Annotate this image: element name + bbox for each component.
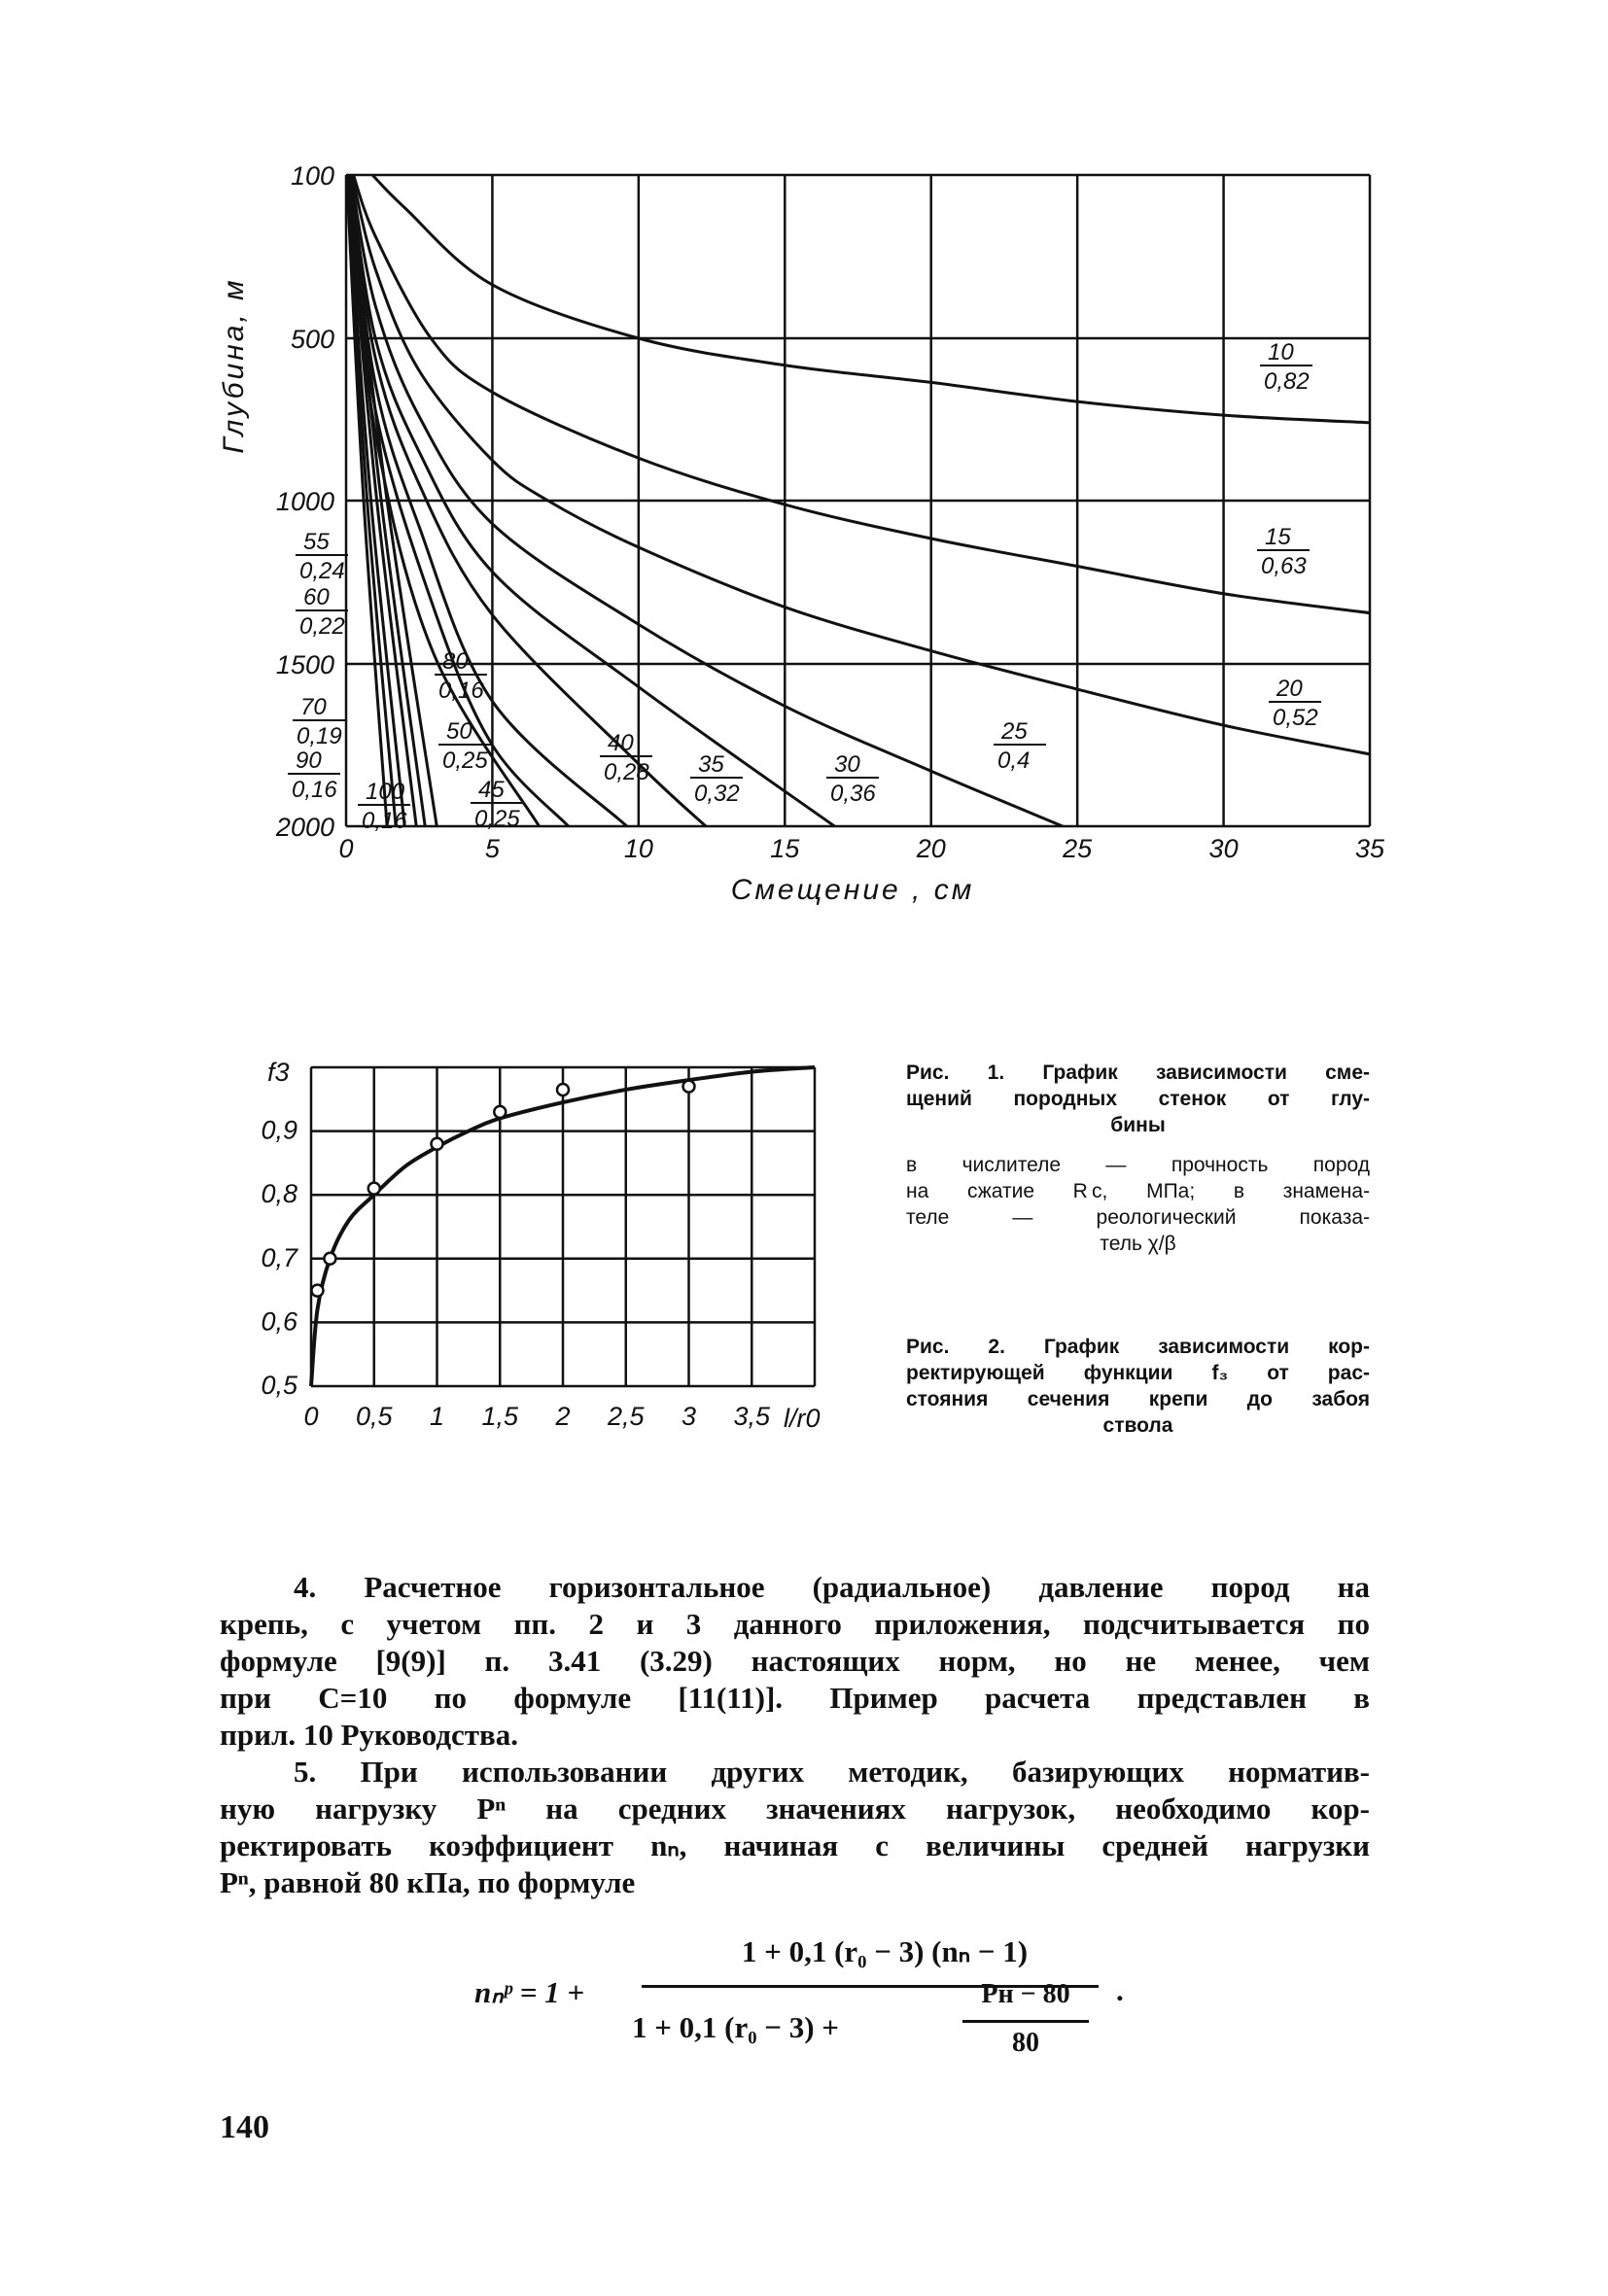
figure2-x-axis-title: l/r0 bbox=[784, 1404, 821, 1433]
x-tick-label: 3 bbox=[681, 1402, 697, 1431]
formula-denominator: 1 + 0,1 (r₀ − 3) + bbox=[632, 2010, 839, 2044]
caption-line: бины bbox=[1110, 1114, 1166, 1136]
x-tick-label: 20 bbox=[916, 834, 946, 863]
curve-label-denominator: 0,4 bbox=[997, 748, 1031, 774]
curve-label-numerator: 50 bbox=[446, 718, 472, 745]
curve-label-denominator: 0,16 bbox=[438, 678, 484, 704]
x-tick-label: 0,5 bbox=[355, 1402, 393, 1431]
caption-line: стояния сечения крепи до забоя bbox=[906, 1388, 1370, 1410]
curve-label bbox=[1257, 524, 1310, 579]
curve-15-0-63 bbox=[354, 175, 1370, 613]
y-tick-label: 1000 bbox=[275, 487, 334, 516]
curve-label-numerator: 40 bbox=[608, 730, 634, 756]
curve-label-numerator: 80 bbox=[442, 648, 469, 675]
x-tick-label: 30 bbox=[1208, 834, 1239, 863]
curve-label-denominator: 0,19 bbox=[297, 723, 342, 749]
formula-numerator: 1 + 0,1 (r₀ − 3) (nₙ − 1) bbox=[741, 1934, 1029, 1968]
x-tick-label: 15 bbox=[770, 834, 800, 863]
figure1-x-axis-title: Смещение , см bbox=[730, 874, 975, 906]
curve-label bbox=[293, 694, 345, 749]
curve-label-numerator: 70 bbox=[300, 694, 327, 720]
paragraph-line: при C=10 по формуле [11(11)]. Пример расчета представлен в bbox=[220, 1681, 1370, 1715]
curve-label bbox=[600, 730, 652, 785]
curve-label-numerator: 45 bbox=[478, 777, 505, 803]
caption-line: Рис. 1. График зависимости сме- bbox=[906, 1061, 1370, 1084]
curve-label bbox=[296, 584, 348, 640]
data-point-marker bbox=[557, 1084, 569, 1096]
data-point-marker bbox=[324, 1253, 335, 1265]
curve-label-numerator: 10 bbox=[1268, 339, 1294, 365]
curve-label bbox=[826, 751, 879, 807]
curve-label-denominator: 0,25 bbox=[442, 748, 488, 774]
x-tick-label: 0 bbox=[338, 834, 354, 863]
caption-line: ректирующей функции f₃ от рас- bbox=[906, 1362, 1370, 1384]
y-tick-label: 2000 bbox=[275, 813, 334, 842]
curve-label-numerator: 20 bbox=[1276, 676, 1303, 702]
figure1-depth-displacement-chart bbox=[275, 161, 1385, 863]
formula-inner-numerator: Pн − 80 bbox=[981, 1979, 1070, 2009]
y-tick-label: 0,5 bbox=[261, 1371, 297, 1400]
curve-label-numerator: 15 bbox=[1265, 524, 1291, 550]
x-tick-label: 0 bbox=[303, 1402, 319, 1431]
data-point-marker bbox=[683, 1081, 695, 1093]
x-tick-label: 5 bbox=[484, 834, 500, 863]
curve-label-numerator: 25 bbox=[1001, 718, 1028, 745]
x-tick-label: 35 bbox=[1354, 834, 1385, 863]
x-tick-label: 2,5 bbox=[607, 1402, 645, 1431]
x-tick-label: 3,5 bbox=[733, 1402, 771, 1431]
curve-label bbox=[1269, 676, 1321, 731]
y-tick-label: 0,6 bbox=[261, 1306, 297, 1337]
curve-label-denominator: 0,24 bbox=[299, 558, 345, 584]
caption-note-line: в числителе — прочность пород bbox=[906, 1154, 1370, 1176]
paragraph-line: прил. 10 Руководства. bbox=[220, 1718, 519, 1752]
curve-label-denominator: 0,32 bbox=[694, 781, 740, 807]
curve-label-denominator: 0,16 bbox=[292, 777, 337, 803]
figure1-y-axis-title: Глубина, м bbox=[218, 277, 250, 454]
x-tick-label: 1 bbox=[429, 1402, 445, 1431]
figure1-caption bbox=[906, 1060, 1370, 1257]
figure2-y-axis-title: f3 bbox=[267, 1058, 290, 1087]
y-tick-label: 100 bbox=[290, 161, 334, 191]
x-tick-label: 10 bbox=[623, 834, 653, 863]
caption-line: Рис. 2. График зависимости кор- bbox=[906, 1336, 1370, 1358]
caption-note-line: теле — реологический показа- bbox=[906, 1206, 1370, 1229]
curve-label-denominator: 0,82 bbox=[1264, 368, 1310, 395]
body-text bbox=[220, 1569, 1370, 1901]
curve-label-denominator: 0,22 bbox=[299, 613, 345, 640]
curve-label-numerator: 90 bbox=[296, 748, 322, 774]
inner-fraction-bar bbox=[962, 2020, 1089, 2023]
curve-label-denominator: 0,16 bbox=[362, 808, 407, 834]
curve-label bbox=[296, 529, 348, 584]
curve-label bbox=[994, 718, 1046, 774]
paragraph-line: ную нагрузку Pⁿ на средних значениях нагрузок, необходимо кор- bbox=[220, 1792, 1370, 1826]
x-tick-label: 2 bbox=[555, 1402, 571, 1431]
paragraph-line: Pⁿ, равной 80 кПа, по формуле bbox=[220, 1865, 636, 1899]
curve-20-0-52 bbox=[352, 175, 1370, 754]
curve-label-denominator: 0,36 bbox=[830, 781, 876, 807]
paragraph-line: 4. Расчетное горизонтальное (радиальное) давление пород на bbox=[294, 1570, 1370, 1604]
curve-label-denominator: 0,25 bbox=[474, 806, 520, 832]
caption-note-line: тель χ/β bbox=[1100, 1233, 1176, 1255]
caption-line: ствола bbox=[1102, 1414, 1173, 1437]
curve-label-denominator: 0,28 bbox=[604, 759, 649, 785]
figure2-correction-function-chart bbox=[261, 1067, 815, 1431]
data-point-marker bbox=[311, 1285, 323, 1297]
y-tick-label: 0,7 bbox=[261, 1242, 297, 1272]
curve-label-denominator: 0,63 bbox=[1261, 553, 1307, 579]
y-tick-label: 0,9 bbox=[261, 1115, 297, 1145]
y-tick-label: 1500 bbox=[275, 650, 334, 679]
page-number: 140 bbox=[220, 2109, 269, 2145]
formula-inner-denominator: 80 bbox=[1012, 2028, 1039, 2058]
curve-label bbox=[471, 777, 523, 832]
data-point-marker bbox=[494, 1106, 506, 1118]
formula-end: . bbox=[1116, 1973, 1124, 2007]
curve-label-numerator: 55 bbox=[303, 529, 330, 555]
data-point-marker bbox=[432, 1138, 443, 1150]
curve-10-0-82 bbox=[372, 175, 1370, 423]
paragraph-line: 5. При использовании других методик, базирующих норматив- bbox=[294, 1755, 1370, 1789]
curve-label-numerator: 60 bbox=[303, 584, 330, 610]
curve-label bbox=[690, 751, 743, 807]
data-point-marker bbox=[368, 1183, 380, 1195]
curve-label bbox=[288, 748, 340, 803]
y-tick-label: 500 bbox=[290, 325, 334, 354]
caption-note-line: на сжатие R с, МПа; в знамена- bbox=[906, 1180, 1370, 1202]
curve-label-numerator: 35 bbox=[698, 751, 724, 778]
caption-line: щений породных стенок от глу- bbox=[906, 1088, 1370, 1110]
x-tick-label: 1,5 bbox=[481, 1402, 519, 1431]
curve-label bbox=[1260, 339, 1312, 395]
paragraph-line: ректировать коэффициент nₙ, начиная с величины средней нагрузки bbox=[220, 1828, 1370, 1862]
paragraph-line: крепь, с учетом пп. 2 и 3 данного приложения, подсчитывается по bbox=[220, 1607, 1370, 1641]
curve-label-numerator: 30 bbox=[834, 751, 860, 778]
figure2-caption bbox=[906, 1334, 1370, 1439]
curve-label-denominator: 0,52 bbox=[1273, 705, 1318, 731]
curve-label-numerator: 100 bbox=[366, 779, 405, 805]
paragraph-line: формуле [9(9)] п. 3.41 (3.29) настоящих норм, но не менее, чем bbox=[220, 1644, 1370, 1678]
formula-lhs: nₙᵖ = 1 + bbox=[474, 1975, 585, 2009]
y-tick-label: 0,8 bbox=[261, 1179, 297, 1209]
x-tick-label: 25 bbox=[1063, 834, 1093, 863]
